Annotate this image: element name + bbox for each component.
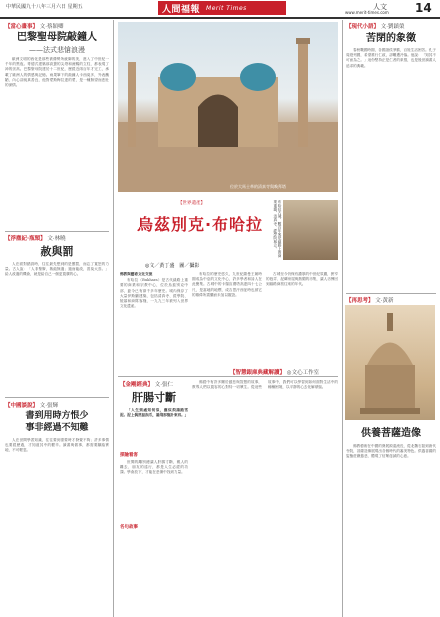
divider [118, 376, 338, 377]
article-title-4[interactable]: 肝腸寸斷 [132, 391, 176, 404]
right-header-1: 【現代小語】 文·劉鎮榮 [346, 24, 405, 30]
article-subtitle-1: ——法式悲愴浪漫 [29, 46, 85, 54]
left-header-1: 【當心畫事】 文·蔡穎卿 [5, 24, 64, 30]
article-body-4: 世間的離別總讓人肝腸寸斷，親人的離去、朋友的遠行，都是人生必經的功課。學會放下，才能在悲傷中找到力量。 [120, 460, 188, 475]
article-body-5: 春秋戰國時期，各國諸侯爭霸，百姓生活困苦。孔子周遊列國，希望推行仁政，卻屢遭冷落。他說：「知其不可而為之。」這份堅持正是仁者的象徵，也是後世讀書人追求的典範。 [346, 48, 436, 68]
article-body-1: 歐洲文明的西化是那些被優勢所統御的美，進入了中世紀一千年的黑夜。哥德式建築那高聳的尖塔和流暢的立柱，都表現了神的崇高。巴黎聖母院建於十二世紀，歷經近兩百年才完工，承載了歐洲人的情感與記憶。雨果筆下的敲鐘人卡西莫多，外表醜陋，內心卻純真善良，他對愛斯梅拉達的愛，是一種無望而悲壯的深情。 [5, 57, 109, 88]
byline: ◎文／黃丁盛 圖／攝影 [145, 263, 200, 269]
divider [346, 293, 436, 294]
left-header-2: 【浮塵紀·瓶頸】 文·林曉 [5, 236, 66, 242]
label-b: 名句故事 [120, 525, 138, 530]
article-body-2: 人在面對錯誤時，往往最先想到的是懲罰，而忘了寬恕的力量。古人說：「人非聖賢，孰能無過；過而能改，善莫大焉。」給人改過的機會，就是給自己一個更寬廣的心。 [5, 262, 109, 277]
bottom-header: 【智慧銀庫典藏解讀】 ◎文心工作室 [230, 370, 320, 376]
website-url[interactable]: www.merit-times.com [345, 10, 389, 15]
article-body-3: 人在世間學習知識，往往要到需要時才發覺不夠；許多事情也要經歷過，才知道其中的艱辛。讀書與做事，都需要腳踏實地，不可輕忽。 [5, 438, 109, 453]
section-name: 人文 [373, 3, 387, 11]
left-header-3: 【中國談說】 文·張輝 [5, 403, 59, 409]
feature-body-2: 古城至今仍保有濃厚的中世紀氛圍，狹窄的巷弄、泥磚房屋與熱鬧的市集，讓人彷彿回到絲路商旅往來的年代。 [266, 272, 338, 287]
column-divider [113, 20, 114, 617]
logo-english: Merit Times [206, 4, 247, 12]
label-a: 探險看客 [120, 453, 138, 458]
article-body-6: 佛教藝術在中國的發展源遠流長，從北魏石窟到唐代寺院，菩薩造像展現出各個時代的審美特色。供養菩薩的姿態莊嚴慈悲，體現了信眾虔誠的心意。 [346, 444, 436, 459]
photo-caption: 位於大馬士革的清真寺與喚拜塔 [230, 184, 286, 189]
center-subsection-header: 【金剛經典】 文·張仁 [120, 382, 174, 388]
page-number: 14 [415, 1, 432, 15]
divider [5, 397, 109, 398]
article-title-3[interactable]: 書到用時方恨少 [25, 411, 89, 421]
vertical-note: 布哈拉古城，數百年來是絲路上的商業重鎮，清真寺、經學院林立。 [273, 200, 282, 258]
banner-label: 【世界遺產】 [178, 201, 205, 206]
feature-title[interactable]: 烏茲別克·布哈拉 [136, 215, 264, 234]
article-title-1[interactable]: 巴黎聖母院敲鐘人 [17, 32, 97, 43]
divider [5, 231, 109, 232]
article-title-2[interactable]: 赦與罰 [40, 245, 74, 258]
column-divider [342, 20, 343, 617]
issue-date: 中華民國九十八年三月六日 星期五 [6, 4, 83, 10]
article-title-5[interactable]: 苦閉的象徵 [366, 33, 416, 44]
mosque-illustration [118, 22, 338, 192]
logo-chinese: 人間福報 [162, 4, 201, 15]
article-title-6[interactable]: 供養菩薩造像 [361, 428, 421, 439]
newspaper-logo[interactable] [158, 1, 286, 15]
buddhist-stupa-photo[interactable] [345, 305, 435, 420]
feature-intro: 佛教與藝術文化交流 布哈拉（Bukhara）是古代絲路上重要的商業和宗教中心，位於烏茲別克中部，距今已有兩千多年歷史。城內保存了大量伊斯蘭建築，包括清真寺、經學院、陵墓和商隊客棧，一九九三年被列入世界文化遺產。 [120, 272, 188, 309]
stupa-illustration [345, 305, 435, 420]
bukhara-mosque-photo[interactable] [118, 22, 338, 192]
article-subtitle-3: 事非經過不知難 [25, 423, 89, 433]
quote-block: 「人生到處知何似，應似飛鴻踏雪泥。泥上偶然留指爪，鴻飛那復計東西。」 [120, 408, 188, 418]
feature-body-1: 布哈拉的歷史悠久，九世紀薩曼王朝時期成為中亞的文化中心，許多學者和詩人在此聚集。古城中的卡揚宣禮塔高達四十七公尺，是當地的地標，成吉思汗西征時也被它的雄偉所震懾而未加以摧毀。 [192, 272, 262, 297]
center-lower-body: 佛經中有許多關於慈悲與智慧的故事，教導人們以寬容的心對待一切眾生。從這些故事中，我們可以學習到如何面對生活中的種種困境，以平靜的心去化解煩惱。 [192, 380, 338, 390]
bukhara-street-photo[interactable] [283, 200, 338, 260]
right-header-2: 【再思考】 文·黃新 [346, 298, 394, 304]
masthead-rule [0, 17, 440, 19]
